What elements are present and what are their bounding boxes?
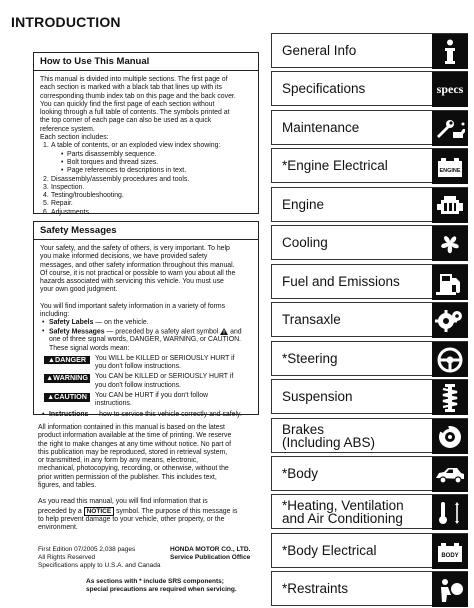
- shock-absorber-icon: [432, 380, 468, 415]
- list-item: 6. Adjustments.: [43, 208, 91, 216]
- safety-line: Of course, it is not practical or possible to warn you about all the: [40, 269, 236, 277]
- safety-line: your own good judgment.: [40, 286, 118, 294]
- how-to-use-panel: [33, 52, 259, 214]
- tab-transaxle[interactable]: Transaxle: [271, 302, 468, 337]
- gear-shift-icon: [432, 303, 468, 338]
- wrench-oil-icon: [432, 111, 468, 146]
- tab-hvac[interactable]: *Heating, Ventilation and Air Conditioning: [271, 494, 468, 529]
- car-body-icon: [432, 457, 468, 492]
- list-item: 5. Repair.: [43, 200, 73, 208]
- steering-wheel-icon: [432, 342, 468, 377]
- safety-heading: Safety Messages: [34, 222, 258, 240]
- tab-maintenance[interactable]: Maintenance: [271, 110, 468, 145]
- svg-text:ENGINE: ENGINE: [439, 167, 461, 174]
- thermometer-fan-icon: [432, 495, 468, 530]
- footer-publisher: HONDA MOTOR CO., LTD. Service Publication Office: [170, 546, 251, 561]
- how-to-line: each section is marked with a black tab that lines up with its: [40, 84, 222, 92]
- safety-line: Your safety, and the safety of others, is very important. To help: [40, 245, 230, 252]
- list-item: • Page references to descriptions in text.: [61, 167, 252, 175]
- tab-brakes[interactable]: Brakes (Including ABS): [271, 418, 468, 453]
- tab-body-electrical[interactable]: *Body Electrical BODY: [271, 533, 468, 568]
- srs-note: As sections with * include SRS components; special precautions are required when servicing.: [86, 578, 237, 593]
- safety-line: you make informed decisions, we have provided safety: [40, 253, 208, 261]
- svg-text:BODY: BODY: [441, 552, 459, 559]
- danger-row: ▲DANGER You WILL be KILLED or SERIOUSLY HURT if you don't follow instructions.: [44, 355, 252, 372]
- list-item: 2. Disassembly/assembly procedures and tools.: [43, 175, 190, 183]
- tab-steering[interactable]: *Steering: [271, 341, 468, 376]
- list-item: • Instructions — how to service this vehicle correctly and safely.: [42, 411, 252, 419]
- how-to-line: This manual is divided into multiple sections. The first page of: [40, 76, 228, 83]
- list-item: • Safety Labels — on the vehicle.: [42, 319, 252, 327]
- tab-engine[interactable]: Engine: [271, 187, 468, 222]
- list-item: 1. A table of contents, or an exploded view index showing: • Parts disassembly sequence. • Bolt torques and thread sizes. • Page references to descriptions in text.: [43, 142, 252, 175]
- safety-messages-panel: [33, 221, 259, 418]
- info-icon: [432, 34, 468, 69]
- list-item: • Parts disassembly sequence.: [61, 151, 252, 159]
- how-to-line: looking through a full table of contents. The symbols printed at: [40, 109, 230, 117]
- includes-label: Each section includes:: [40, 134, 109, 142]
- engine-block-icon: [432, 188, 468, 223]
- tab-specifications[interactable]: Specifications specs: [271, 71, 468, 106]
- tab-cooling[interactable]: Cooling: [271, 225, 468, 260]
- fan-icon: [432, 226, 468, 261]
- tab-general-info[interactable]: General Info: [271, 33, 468, 68]
- list-item: 4. Testing/troubleshooting.: [43, 192, 124, 200]
- how-to-line: corresponding thumb index tab on this page and the back cover.: [40, 92, 236, 100]
- how-to-use-heading: How to Use This Manual: [34, 53, 258, 71]
- safety-line: hazards associated with servicing this vehicle. You must use: [40, 278, 224, 286]
- notice-symbol: NOTICE: [84, 507, 115, 517]
- page-title: INTRODUCTION: [11, 14, 121, 30]
- how-to-line: reference system.: [40, 125, 95, 133]
- safety-line: messages, and other safety information throughout this manual.: [40, 261, 235, 269]
- section-contents-list: [40, 142, 252, 217]
- brake-disc-icon: [432, 419, 468, 454]
- caution-label: ▲CAUTION: [44, 393, 90, 402]
- list-item: • Bolt torques and thread sizes.: [61, 159, 252, 167]
- safety-line: You will find important safety information in a variety of forms: [40, 302, 226, 310]
- battery-engine-icon: [432, 149, 468, 184]
- warning-row: ▲WARNING You CAN be KILLED or SERIOUSLY HURT if you don't follow instructions.: [44, 373, 252, 390]
- fuel-pump-icon: [432, 265, 468, 300]
- info-text: All information contained in this manual is based on the latest product information available at the time of printing. We reserve the right to make changes at any time without notice. No part of this publication may be reproduced, stored in retrieval system, or transmitted, in any form by any means, electronic, mechanical, photocopying, recording, or otherwise, without the prior written permission of the publisher. This includes text, figures, and tables. As you read this manual, you will find information that is preceded by a NOTICE symbol. The purpose of this message is to help prevent damage to your vehicle, other property, or the environment.: [38, 424, 238, 532]
- tab-suspension[interactable]: Suspension: [271, 379, 468, 414]
- list-item: • Safety Messages — preceded by a safety alert symbol and one of three signal words, DANGER, WARNING, or CAUTION. These signal words mean:: [42, 328, 252, 353]
- list-item: 3. Inspection.: [43, 183, 85, 191]
- tab-engine-electrical[interactable]: *Engine Electrical ENGINE: [271, 148, 468, 183]
- footer-edition: First Edition 07/2005 2,038 pages All Rights Reserved Specifications apply to U.S.A. and Canada: [38, 546, 161, 569]
- tab-fuel-emissions[interactable]: Fuel and Emissions: [271, 264, 468, 299]
- warning-label: ▲WARNING: [44, 374, 90, 383]
- how-to-line: the top corner of each page can also be used as a quick: [40, 117, 212, 125]
- airbag-icon: [432, 572, 468, 607]
- caution-row: ▲CAUTION You CAN be HURT if you don't follow instructions.: [44, 392, 252, 409]
- tab-body[interactable]: *Body: [271, 456, 468, 491]
- danger-label: ▲DANGER: [44, 356, 90, 365]
- safety-line: including:: [40, 311, 70, 319]
- specs-icon: specs: [432, 72, 468, 107]
- how-to-line: You can quickly find the first page of each section without: [40, 100, 215, 108]
- tab-restraints[interactable]: *Restraints: [271, 571, 468, 606]
- battery-body-icon: [432, 534, 468, 569]
